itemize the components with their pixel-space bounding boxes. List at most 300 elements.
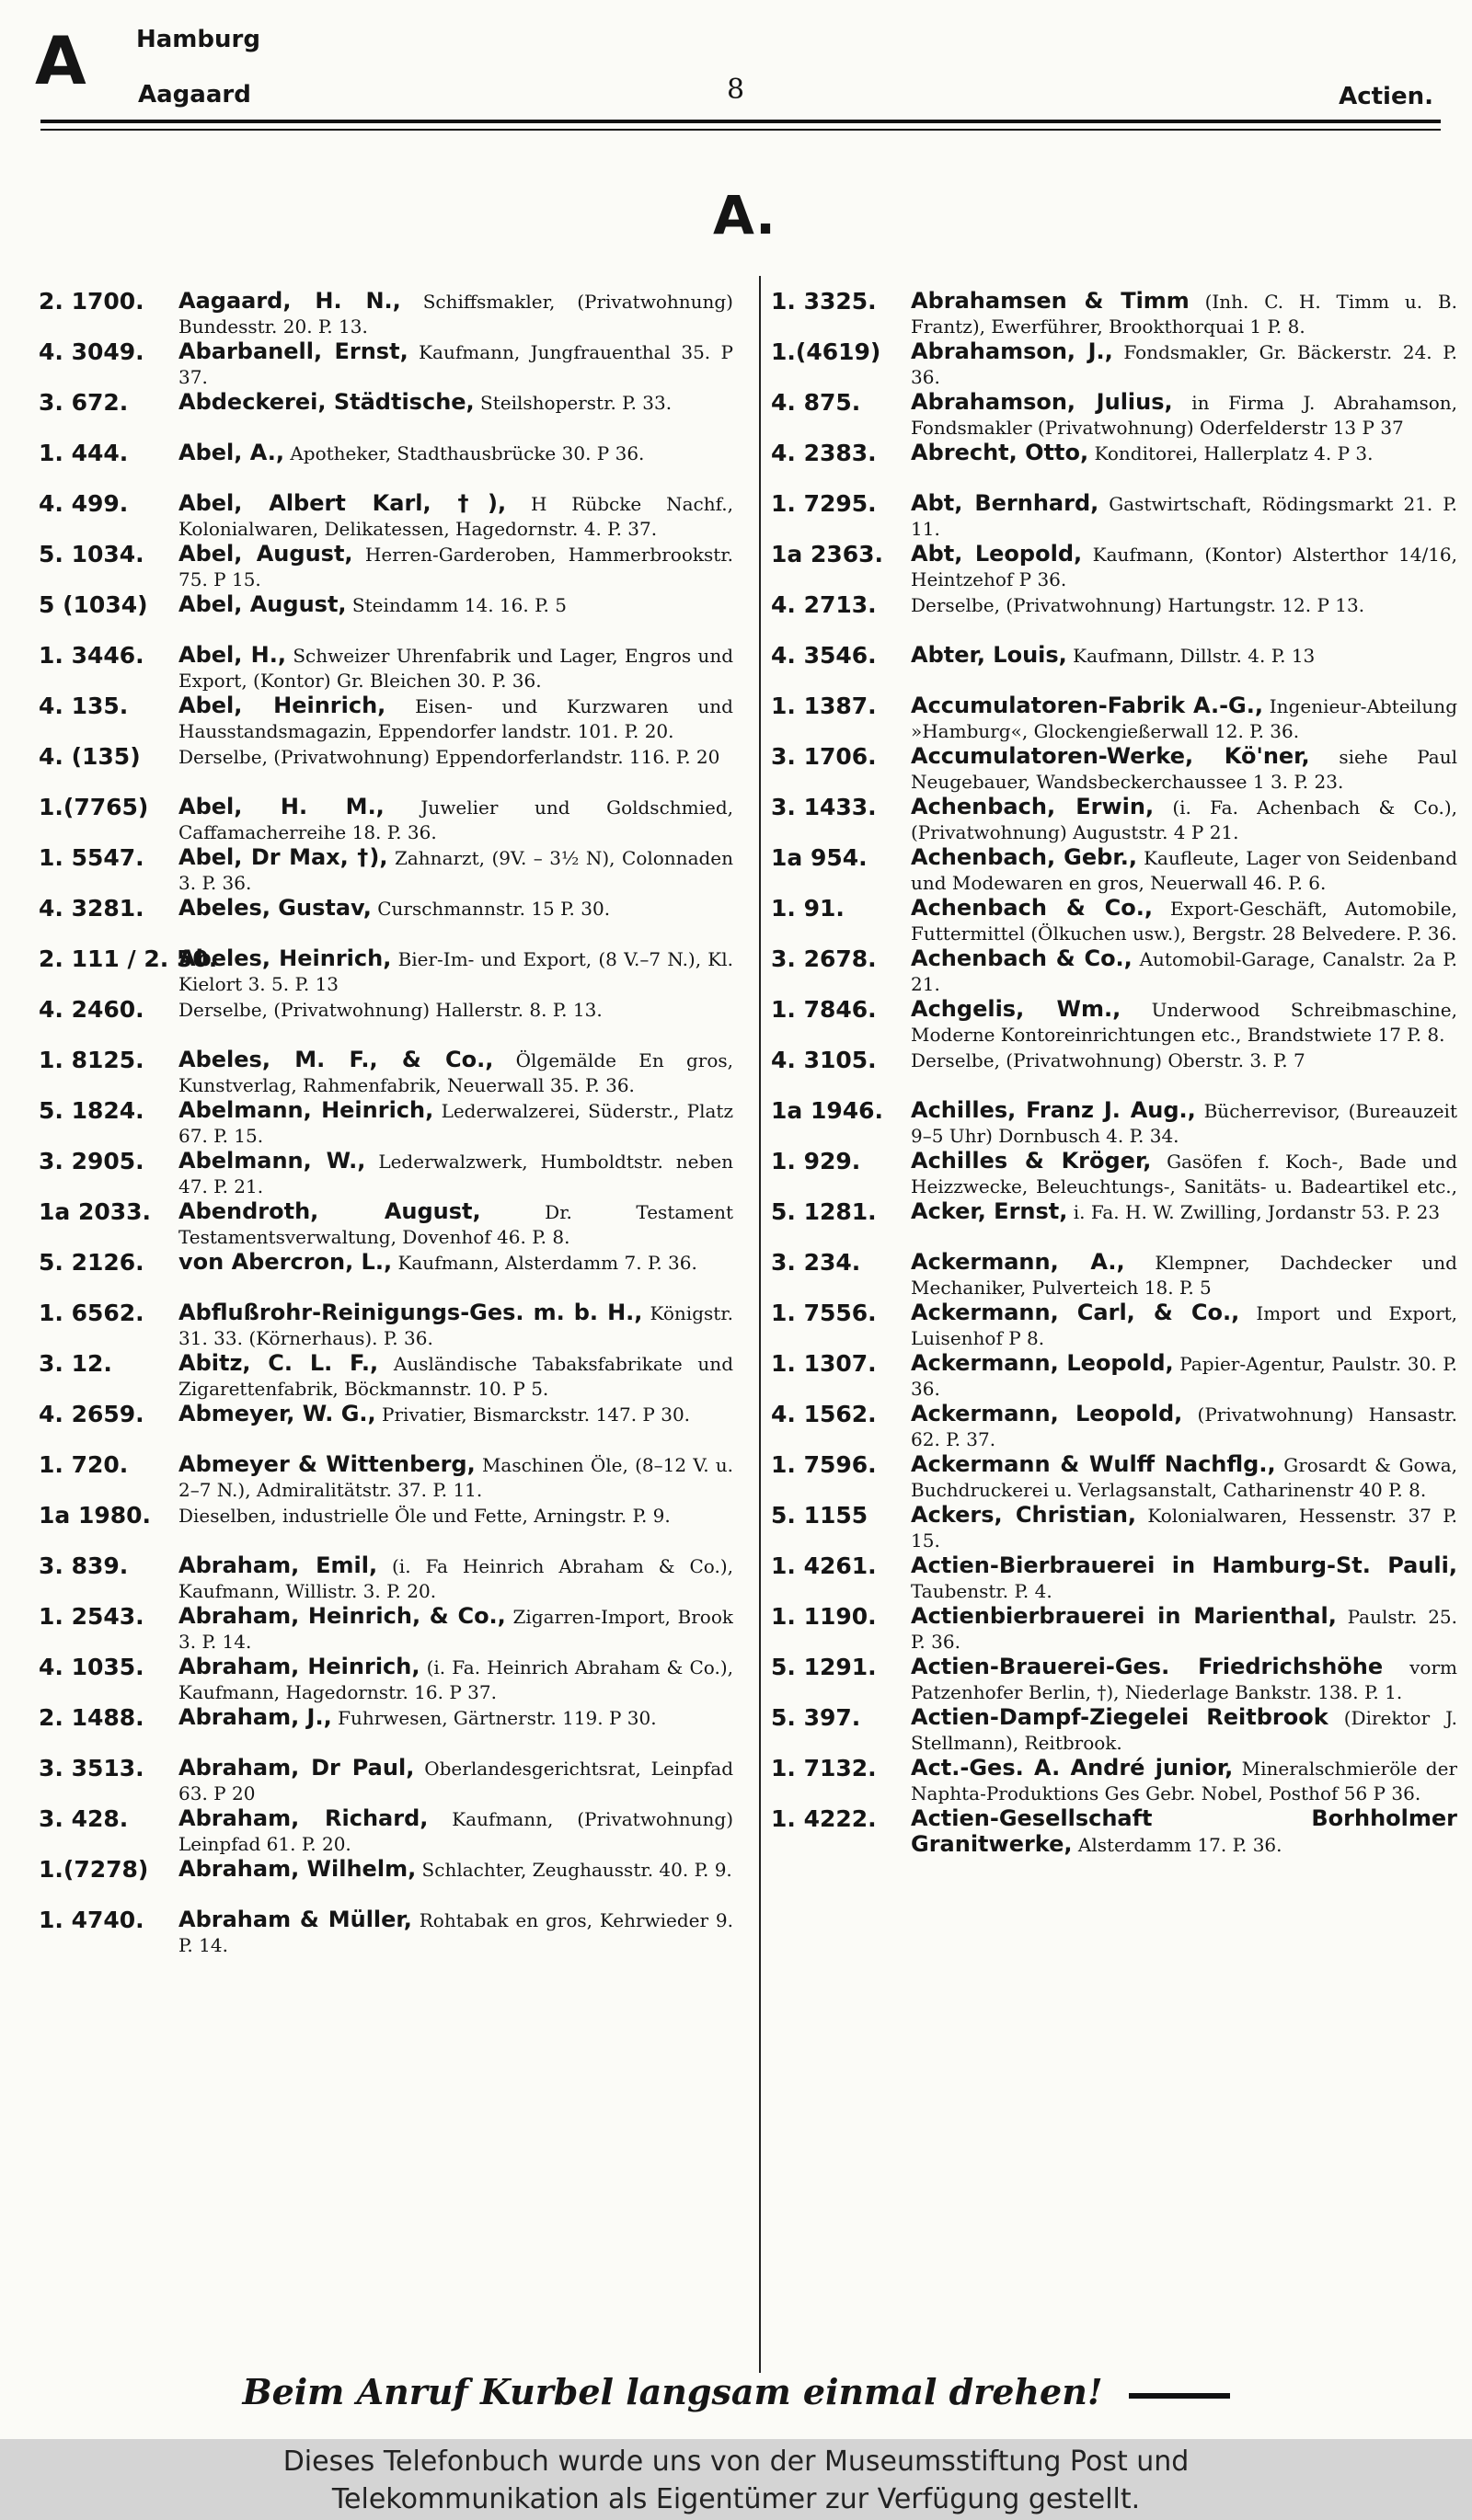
- directory-entry: [771, 491, 1457, 542]
- subscriber-details: Papier-Agentur, Paulstr. 30. P. 36.: [911, 1353, 1457, 1400]
- subscriber-details: Derselbe, (Privatwohnung) Eppendorferlandstr. 116. P. 20: [178, 746, 720, 768]
- subscriber-name: Abraham & Müller,: [178, 1907, 412, 1932]
- subscriber-name: Act.-Ges. A. André junior,: [911, 1756, 1234, 1781]
- banner-line-1: Dieses Telefonbuch wurde uns von der Museumsstiftung Post und: [282, 2446, 1190, 2478]
- phone-number: 1. 1387.: [771, 693, 877, 719]
- phone-number: 4. 2460.: [39, 997, 144, 1023]
- subscriber-name: Abelmann, Heinrich,: [178, 1098, 434, 1123]
- directory-entry: [39, 1553, 733, 1604]
- entry-text: [911, 896, 1457, 946]
- entry-text: [178, 1351, 733, 1402]
- directory-entry: [39, 1199, 733, 1250]
- entry-text: [911, 289, 1457, 339]
- subscriber-details: Zahnarzt, (9V. – 3½ N), Colonnaden 3. P. 36.: [178, 847, 733, 894]
- subscriber-name: Achilles, Franz J. Aug.,: [911, 1098, 1196, 1123]
- subscriber-name: Abendroth, August,: [178, 1199, 481, 1224]
- entry-text: [178, 1806, 733, 1857]
- entry-text: [911, 1351, 1457, 1402]
- header-city: Hamburg: [136, 26, 260, 53]
- phone-number: 1. 3446.: [39, 643, 144, 669]
- entry-text: [178, 693, 733, 744]
- subscriber-details: Steilshoperstr. P. 33.: [480, 392, 673, 414]
- subscriber-details: Grosardt & Gowa, Buchdruckerei u. Verlagsanstalt, Catharinenstr 40 P. 8.: [911, 1454, 1457, 1501]
- entry-text: [911, 1655, 1457, 1705]
- entry-text: [178, 1300, 733, 1351]
- directory-entry: [771, 845, 1457, 896]
- subscriber-name: Abrahamson, Julius,: [911, 390, 1173, 415]
- entry-text: [178, 1857, 733, 1907]
- subscriber-name: Achenbach, Gebr.,: [911, 845, 1137, 870]
- subscriber-details: siehe Paul Neugebauer, Wandsbeckerchaussee 1 3. P. 23.: [911, 746, 1457, 793]
- entry-text: [178, 1452, 733, 1503]
- phone-number: 3. 234.: [771, 1250, 861, 1276]
- directory-entry: [39, 744, 733, 795]
- phone-number: 3. 3513.: [39, 1756, 144, 1781]
- subscriber-name: Abraham, Emil,: [178, 1553, 378, 1578]
- subscriber-name: Abter, Louis,: [911, 643, 1067, 668]
- subscriber-details: Lederwalzwerk, Humboldtstr. neben 47. P. 21.: [178, 1151, 733, 1197]
- subscriber-details: Schweizer Uhrenfabrik und Lager, Engros und Export, (Kontor) Gr. Bleichen 30. P. 36.: [178, 645, 733, 692]
- directory-entry: [39, 390, 733, 441]
- phone-number: 4. 1562.: [771, 1402, 877, 1427]
- entry-text: [911, 1149, 1457, 1199]
- phone-number: 4. 499.: [39, 491, 129, 517]
- directory-entry: [771, 1553, 1457, 1604]
- subscriber-name: Ackermann, Leopold,: [911, 1402, 1183, 1426]
- subscriber-details: Taubenstr. P. 4.: [911, 1580, 1052, 1602]
- subscriber-name: Abrahamsen & Timm: [911, 289, 1190, 314]
- directory-entry: [771, 1098, 1457, 1149]
- entry-text: [178, 390, 733, 441]
- entry-text: [911, 441, 1457, 491]
- left-column: [39, 289, 733, 1958]
- entry-text: [178, 946, 733, 997]
- subscriber-details: Steindamm 14. 16. P. 5: [351, 594, 567, 616]
- subscriber-name: Abitz, C. L. F.,: [178, 1351, 379, 1376]
- subscriber-details: Ausländische Tabaksfabrikate und Zigarettenfabrik, Böckmannstr. 10. P 5.: [178, 1353, 733, 1400]
- directory-entry: [39, 896, 733, 946]
- directory-entry: [771, 997, 1457, 1048]
- subscriber-details: Ingenieur-Abteilung »Hamburg«, Glockengießerwall 12. P. 36.: [911, 695, 1457, 742]
- subscriber-details: Kolonialwaren, Hessenstr. 37 P. 15.: [911, 1505, 1457, 1552]
- column-divider: [759, 276, 761, 2373]
- entry-text: [178, 1048, 733, 1098]
- directory-entry: [771, 289, 1457, 339]
- phone-number: 1. 3325.: [771, 289, 877, 315]
- directory-entry: [39, 491, 733, 542]
- entry-text: [911, 1452, 1457, 1503]
- phone-number: 3. 839.: [39, 1553, 129, 1579]
- subscriber-name: Abraham, Richard,: [178, 1806, 429, 1831]
- subscriber-name: Actienbierbrauerei in Marienthal,: [911, 1604, 1337, 1629]
- directory-entry: [39, 1098, 733, 1149]
- phone-number: 4. 2383.: [771, 441, 877, 466]
- entry-text: [178, 845, 733, 896]
- phone-number: 5 (1034): [39, 592, 148, 618]
- phone-number: 4. 3105.: [771, 1048, 877, 1073]
- phone-number: 1. 4740.: [39, 1907, 144, 1933]
- entry-text: [178, 1199, 733, 1250]
- directory-entry: [39, 1756, 733, 1806]
- subscriber-details: Kaufmann, (Kontor) Alsterthor 14/16, Heintzehof P 36.: [911, 544, 1457, 590]
- subscriber-details: Mineralschmieröle der Naphta-Produktions Ges Gebr. Nobel, Posthof 56 P 36.: [911, 1758, 1457, 1804]
- directory-entry: [771, 542, 1457, 592]
- subscriber-details: (i. Fa. Heinrich Abraham & Co.), Kaufmann, Hagedornstr. 16. P 37.: [178, 1656, 733, 1703]
- section-letter: A.: [713, 184, 776, 246]
- entry-text: [911, 491, 1457, 542]
- subscriber-name: Abrecht, Otto,: [911, 441, 1089, 465]
- directory-entry: [39, 289, 733, 339]
- phone-number: 1.(7765): [39, 795, 149, 820]
- directory-entry: [39, 1907, 733, 1958]
- phone-number: 3. 672.: [39, 390, 129, 416]
- phone-number: 5. 1155: [771, 1503, 868, 1529]
- subscriber-name: Aagaard, H. N.,: [178, 289, 401, 314]
- subscriber-details: Schiffsmakler, (Privatwohnung) Bundesstr. 20. P. 13.: [178, 291, 733, 338]
- directory-entry: [39, 1048, 733, 1098]
- subscriber-details: Rohtabak en gros, Kehrwieder 9. P. 14.: [178, 1909, 733, 1956]
- directory-entry: [39, 643, 733, 693]
- entry-text: [911, 542, 1457, 592]
- subscriber-name: Achgelis, Wm.,: [911, 997, 1121, 1022]
- entry-text: [178, 1149, 733, 1199]
- directory-entry: [771, 592, 1457, 643]
- subscriber-name: Accumulatoren-Werke, Kö'ner,: [911, 744, 1310, 769]
- entry-text: [178, 997, 733, 1048]
- phone-number: 1. 7846.: [771, 997, 877, 1023]
- directory-entry: [771, 441, 1457, 491]
- phone-number: 1. 1190.: [771, 1604, 877, 1630]
- phone-number: 1. 6562.: [39, 1300, 144, 1326]
- entry-text: [911, 1806, 1457, 1857]
- subscriber-details: Apotheker, Stadthausbrücke 30. P 36.: [290, 442, 645, 464]
- entry-text: [911, 1250, 1457, 1300]
- subscriber-name: Abel, H.,: [178, 643, 287, 668]
- subscriber-details: Alsterdamm 17. P. 36.: [1077, 1834, 1282, 1856]
- phone-number: 5. 1281.: [771, 1199, 877, 1225]
- phone-number: 1a 954.: [771, 845, 868, 871]
- subscriber-details: vorm Patzenhofer Berlin, †), Niederlage Bankstr. 138. P. 1.: [911, 1656, 1457, 1703]
- subscriber-details: Derselbe, (Privatwohnung) Hartungstr. 12. P 13.: [911, 594, 1365, 616]
- subscriber-name: Abeles, M. F., & Co.,: [178, 1048, 494, 1072]
- phone-number: 5. 2126.: [39, 1250, 144, 1276]
- phone-number: 1. 4261.: [771, 1553, 877, 1579]
- phone-number: 1. 1307.: [771, 1351, 877, 1377]
- subscriber-name: Ackermann & Wulff Nachflg.,: [911, 1452, 1276, 1477]
- subscriber-details: Fuhrwesen, Gärtnerstr. 119. P 30.: [338, 1707, 657, 1729]
- subscriber-name: Abel, Dr Max, †),: [178, 845, 388, 870]
- directory-entry: [39, 1300, 733, 1351]
- footer-dash: [1129, 2393, 1230, 2399]
- entry-text: [911, 1604, 1457, 1655]
- subscriber-name: Actien-Dampf-Ziegelei Reitbrook: [911, 1705, 1328, 1730]
- directory-entry: [771, 643, 1457, 693]
- entry-text: [178, 339, 733, 390]
- directory-entry: [39, 339, 733, 390]
- subscriber-name: Abraham, Heinrich, & Co.,: [178, 1604, 506, 1629]
- phone-number: 3. 1433.: [771, 795, 877, 820]
- subscriber-name: Abeles, Gustav,: [178, 896, 372, 921]
- subscriber-name: Actien-Brauerei-Ges. Friedrichshöhe: [911, 1655, 1384, 1679]
- entry-text: [178, 1250, 733, 1300]
- subscriber-name: Ackermann, Leopold,: [911, 1351, 1174, 1376]
- directory-entry: [771, 1655, 1457, 1705]
- subscriber-name: Actien-Bierbrauerei in Hamburg-St. Pauli,: [911, 1553, 1457, 1578]
- entry-text: [178, 1503, 733, 1553]
- subscriber-details: Derselbe, (Privatwohnung) Hallerstr. 8. P. 13.: [178, 999, 603, 1021]
- subscriber-details: Kaufleute, Lager von Seidenband und Modewaren en gros, Neuerwall 46. P. 6.: [911, 847, 1457, 894]
- subscriber-name: Abt, Leopold,: [911, 542, 1083, 567]
- entry-text: [178, 1705, 733, 1756]
- directory-entry: [39, 1857, 733, 1907]
- subscriber-details: (i. Fa. Achenbach & Co.), (Privatwohnung) Auguststr. 4 P 21.: [911, 796, 1457, 843]
- subscriber-details: Derselbe, (Privatwohnung) Oberstr. 3. P. 7: [911, 1049, 1305, 1071]
- phone-number: 1. 4222.: [771, 1806, 877, 1832]
- entry-text: [911, 643, 1457, 693]
- phone-number: 1a 1980.: [39, 1503, 152, 1529]
- phone-number: 2. 1488.: [39, 1705, 144, 1731]
- phone-number: 1. 2543.: [39, 1604, 144, 1630]
- subscriber-name: Acker, Ernst,: [911, 1199, 1068, 1224]
- ownership-banner: [0, 2439, 1472, 2520]
- directory-entry: [771, 1199, 1457, 1250]
- phone-number: 1a 1946.: [771, 1098, 884, 1124]
- subscriber-details: Maschinen Öle, (8–12 V. u. 2–7 N.), Admiralitätstr. 37. P. 11.: [178, 1454, 733, 1501]
- subscriber-details: Automobil-Garage, Canalstr. 2a P. 21.: [911, 948, 1457, 995]
- subscriber-name: Achenbach & Co.,: [911, 896, 1154, 921]
- subscriber-name: Ackers, Christian,: [911, 1503, 1137, 1528]
- subscriber-name: Abmeyer & Wittenberg,: [178, 1452, 476, 1477]
- entry-text: [911, 997, 1457, 1048]
- directory-entry: [39, 1806, 733, 1857]
- phone-number: 1.(7278): [39, 1857, 149, 1883]
- phone-number: 2. 111 / 2. 50.: [39, 946, 218, 972]
- entry-text: [911, 1199, 1457, 1250]
- header-rule-thin: [40, 129, 1441, 131]
- subscriber-details: Paulstr. 25. P. 36.: [911, 1606, 1457, 1653]
- subscriber-name: Abel, Heinrich,: [178, 693, 386, 718]
- entry-text: [911, 1705, 1457, 1756]
- entry-text: [178, 1907, 733, 1958]
- directory-entry: [39, 1452, 733, 1503]
- subscriber-details: Export-Geschäft, Automobile, Futtermittel (Ölkuchen usw.), Bergstr. 28 Belvedere. P. 36.: [911, 898, 1457, 945]
- subscriber-details: H Rübcke Nachf., Kolonialwaren, Delikatessen, Hagedornstr. 4. P. 37.: [178, 493, 733, 540]
- entry-text: [178, 542, 733, 592]
- phone-number: 1. 91.: [771, 896, 845, 922]
- banner-line-2: Telekommunikation als Eigentümer zur Verfügung gestellt.: [331, 2483, 1141, 2515]
- directory-entry: [771, 1503, 1457, 1553]
- header-range-from: Aagaard: [138, 81, 251, 109]
- phone-number: 4. 875.: [771, 390, 861, 416]
- entry-text: [178, 491, 733, 542]
- subscriber-name: Achenbach, Erwin,: [911, 795, 1155, 819]
- phone-number: 3. 1706.: [771, 744, 877, 770]
- subscriber-name: Abmeyer, W. G.,: [178, 1402, 376, 1426]
- subscriber-details: Bier-Im- und Export, (8 V.–7 N.), Kl. Kielort 3. 5. P. 13: [178, 948, 733, 995]
- entry-text: [911, 795, 1457, 845]
- subscriber-name: Abrahamson, J.,: [911, 339, 1113, 364]
- subscriber-name: Accumulatoren-Fabrik A.-G.,: [911, 693, 1263, 718]
- directory-entry: [771, 1402, 1457, 1452]
- directory-entry: [39, 693, 733, 744]
- phone-number: 4. 3281.: [39, 896, 144, 922]
- directory-entry: [771, 1705, 1457, 1756]
- directory-entry: [771, 1250, 1457, 1300]
- phone-number: 4. 2659.: [39, 1402, 144, 1427]
- phone-number: 1. 444.: [39, 441, 129, 466]
- phone-number: 4. 1035.: [39, 1655, 144, 1680]
- entry-text: [911, 390, 1457, 441]
- directory-entry: [39, 997, 733, 1048]
- directory-entry: [771, 744, 1457, 795]
- subscriber-name: Abraham, J.,: [178, 1705, 332, 1730]
- entry-text: [178, 441, 733, 491]
- directory-entry: [771, 1806, 1457, 1857]
- subscriber-details: Herren-Garderoben, Hammerbrookstr. 75. P 15.: [178, 544, 733, 590]
- directory-entry: [39, 1604, 733, 1655]
- subscriber-details: Klempner, Dachdecker und Mechaniker, Pulverteich 18. P. 5: [911, 1252, 1457, 1299]
- subscriber-details: Kaufmann, Alsterdamm 7. P. 36.: [397, 1252, 697, 1274]
- entry-text: [178, 289, 733, 339]
- phone-number: 1. 8125.: [39, 1048, 144, 1073]
- subscriber-name: Abel, H. M.,: [178, 795, 385, 819]
- entry-text: [911, 1553, 1457, 1604]
- phone-number: 5. 1291.: [771, 1655, 877, 1680]
- entry-text: [911, 946, 1457, 997]
- entry-text: [178, 1756, 733, 1806]
- directory-entry: [39, 1351, 733, 1402]
- entry-text: [911, 339, 1457, 390]
- entry-text: [911, 744, 1457, 795]
- phone-number: 2. 1700.: [39, 289, 144, 315]
- directory-entry: [771, 1300, 1457, 1351]
- subscriber-details: Schlachter, Zeughausstr. 40. P. 9.: [421, 1859, 732, 1881]
- directory-entry: [39, 1655, 733, 1705]
- footer-note: [0, 2371, 1472, 2412]
- directory-entry: [39, 1402, 733, 1452]
- entry-text: [911, 1048, 1457, 1098]
- subscriber-name: Abarbanell, Ernst,: [178, 339, 408, 364]
- subscriber-details: Fondsmakler, Gr. Bäckerstr. 24. P. 36.: [911, 341, 1457, 388]
- phone-number: 1a 2033.: [39, 1199, 152, 1225]
- subscriber-name: Abeles, Heinrich,: [178, 946, 392, 971]
- subscriber-details: Lederwalzerei, Süderstr., Platz 67. P. 15.: [178, 1100, 733, 1147]
- entry-text: [911, 1756, 1457, 1806]
- phone-number: 1. 7596.: [771, 1452, 877, 1478]
- header-range-to: Actien.: [1339, 83, 1433, 110]
- phone-number: 1. 7295.: [771, 491, 877, 517]
- subscriber-name: Abelmann, W.,: [178, 1149, 366, 1174]
- subscriber-details: Zigarren-Import, Brook 3. P. 14.: [178, 1606, 733, 1653]
- phone-number: 4. 3049.: [39, 339, 144, 365]
- header-letter: A: [35, 22, 86, 99]
- entry-text: [178, 795, 733, 845]
- subscriber-name: Abt, Bernhard,: [911, 491, 1099, 516]
- entry-text: [178, 643, 733, 693]
- subscriber-details: Dr. Testament Testamentsverwaltung, Dovenhof 46. P. 8.: [178, 1201, 733, 1248]
- directory-entry: [771, 1149, 1457, 1199]
- entry-text: [911, 1402, 1457, 1452]
- phone-number: 1. 7556.: [771, 1300, 877, 1326]
- entry-text: [911, 845, 1457, 896]
- directory-entry: [39, 1503, 733, 1553]
- directory-entry: [771, 1756, 1457, 1806]
- directory-entry: [771, 1351, 1457, 1402]
- directory-entry: [771, 795, 1457, 845]
- directory-entry: [771, 1604, 1457, 1655]
- subscriber-details: (Privatwohnung) Hansastr. 62. P. 37.: [911, 1403, 1457, 1450]
- directory-entry: [39, 845, 733, 896]
- subscriber-name: Ackermann, Carl, & Co.,: [911, 1300, 1240, 1325]
- entry-text: [178, 1553, 733, 1604]
- directory-entry: [39, 1705, 733, 1756]
- subscriber-details: (Direktor J. Stellmann), Reitbrook.: [911, 1707, 1457, 1754]
- entry-text: [911, 1098, 1457, 1149]
- entry-text: [178, 592, 733, 643]
- directory-entry: [771, 896, 1457, 946]
- subscriber-details: Gasöfen f. Koch-, Bade und Heizzwecke, Beleuchtungs-, Sanitäts- u. Badeartikel etc.,: [911, 1151, 1457, 1197]
- subscriber-details: Oberlandesgerichtsrat, Leinpfad 63. P 20: [178, 1758, 733, 1804]
- subscriber-name: Achilles & Kröger,: [911, 1149, 1152, 1174]
- subscriber-name: Abel, A.,: [178, 441, 284, 465]
- subscriber-details: i. Fa. H. W. Zwilling, Jordanstr 53. P. 23: [1073, 1201, 1441, 1223]
- phone-number: 5. 1034.: [39, 542, 144, 567]
- entry-text: [178, 1655, 733, 1705]
- subscriber-details: Kaufmann, Jungfrauenthal 35. P 37.: [178, 341, 733, 388]
- phone-number: 1. 7132.: [771, 1756, 877, 1781]
- subscriber-details: (Inh. C. H. Timm u. B. Frantz), Ewerführer, Brookthorquai 1 P. 8.: [911, 291, 1457, 338]
- subscriber-details: Import und Export, Luisenhof P 8.: [911, 1302, 1457, 1349]
- subscriber-details: Bücherrevisor, (Bureauzeit 9–5 Uhr) Dornbusch 4. P. 34.: [911, 1100, 1457, 1147]
- directory-entry: [39, 542, 733, 592]
- phone-number: 1. 5547.: [39, 845, 144, 871]
- subscriber-details: Eisen- und Kurzwaren und Hausstandsmagazin, Eppendorfer landstr. 101. P. 20.: [178, 695, 733, 742]
- entry-text: [911, 592, 1457, 643]
- page-number: 8: [727, 74, 745, 106]
- subscriber-details: Curschmannstr. 15 P. 30.: [377, 898, 611, 920]
- right-column: [771, 289, 1457, 1857]
- subscriber-name: Abflußrohr-Reinigungs-Ges. m. b. H.,: [178, 1300, 643, 1325]
- phone-number: 3. 2905.: [39, 1149, 144, 1174]
- phone-number: 4. 2713.: [771, 592, 877, 618]
- phone-number: 4. 135.: [39, 693, 129, 719]
- subscriber-details: Ölgemälde En gros, Kunstverlag, Rahmenfabrik, Neuerwall 35. P. 36.: [178, 1049, 733, 1096]
- subscriber-details: Kaufmann, (Privatwohnung) Leinpfad 61. P. 20.: [178, 1808, 733, 1855]
- header-rule: [40, 120, 1441, 123]
- directory-entry: [39, 441, 733, 491]
- directory-entry: [39, 1250, 733, 1300]
- subscriber-details: Gastwirtschaft, Rödingsmarkt 21. P. 11.: [911, 493, 1457, 540]
- subscriber-name: von Abercron, L.,: [178, 1250, 393, 1275]
- phone-number: 5. 397.: [771, 1705, 861, 1731]
- subscriber-name: Abraham, Heinrich,: [178, 1655, 420, 1679]
- phone-number: 4. (135): [39, 744, 141, 770]
- phone-number: 5. 1824.: [39, 1098, 144, 1124]
- entry-text: [178, 1604, 733, 1655]
- phone-number: 1.(4619): [771, 339, 881, 365]
- directory-entry: [771, 946, 1457, 997]
- entry-text: [178, 896, 733, 946]
- directory-entry: [771, 390, 1457, 441]
- directory-entry: [771, 339, 1457, 390]
- subscriber-name: Abraham, Wilhelm,: [178, 1857, 417, 1882]
- subscriber-details: Kaufmann, Dillstr. 4. P. 13: [1073, 645, 1316, 667]
- subscriber-details: Privatier, Bismarckstr. 147. P 30.: [382, 1403, 691, 1426]
- phone-number: 3. 428.: [39, 1806, 129, 1832]
- directory-entry: [39, 946, 733, 997]
- phone-number: 4. 3546.: [771, 643, 877, 669]
- subscriber-details: Konditorei, Hallerplatz 4. P 3.: [1094, 442, 1374, 464]
